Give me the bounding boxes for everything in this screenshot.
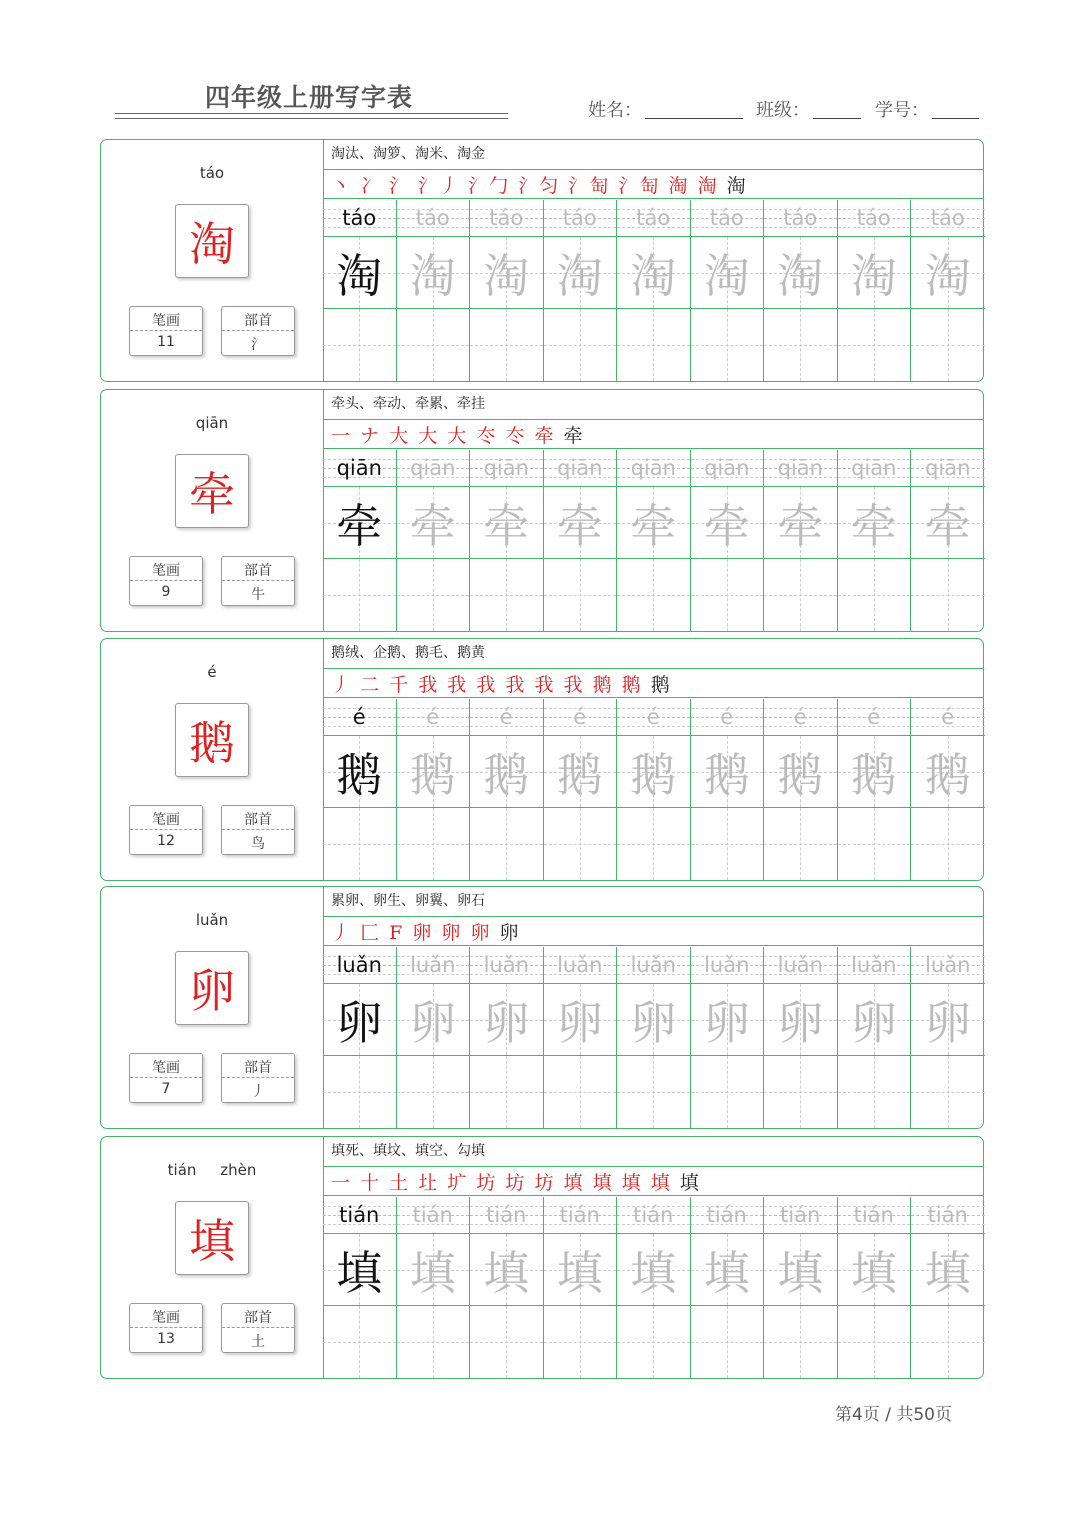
trace-character-cell: 鹅	[617, 735, 690, 808]
trace-character-cell: 卵	[617, 983, 690, 1056]
pinyin-cell: é	[691, 699, 764, 735]
main-character: 牵	[175, 454, 249, 528]
pinyin-cell: tián	[397, 1197, 470, 1233]
practice-column	[691, 1197, 765, 1378]
practice-column	[764, 1197, 838, 1378]
practice-grid	[323, 947, 985, 1130]
stroke-step: 填	[621, 1172, 643, 1194]
trace-character-cell: 卵	[323, 983, 396, 1056]
empty-writing-cell[interactable]	[911, 559, 985, 631]
trace-character-cell: 淘	[397, 236, 470, 309]
practice-column	[617, 200, 691, 381]
trace-character-cell: 牵	[617, 486, 690, 559]
stroke-count-box: 笔画 12	[129, 805, 203, 855]
empty-writing-cell[interactable]	[470, 1056, 543, 1128]
stroke-order	[331, 171, 748, 198]
pinyin-cell: é	[617, 699, 690, 735]
pinyin-cell: luǎn	[911, 947, 985, 983]
trace-character-cell: 牵	[544, 486, 617, 559]
pinyin-cell: é	[911, 699, 985, 735]
stroke-step: 氵匀	[518, 175, 561, 197]
trace-character-cell: 卵	[838, 983, 911, 1056]
pinyin-cell: luǎn	[691, 947, 764, 983]
stroke-step: 氵丿	[418, 175, 461, 197]
pinyin-cell: táo	[617, 200, 690, 236]
empty-writing-cell[interactable]	[617, 309, 690, 381]
practice-column	[911, 699, 985, 880]
pinyin-cell: táo	[397, 200, 470, 236]
pinyin-cell: é	[470, 699, 543, 735]
stroke-step: 我	[563, 674, 585, 696]
practice-column	[544, 450, 618, 631]
practice-column	[617, 450, 691, 631]
practice-column	[838, 947, 912, 1128]
stroke-count-box: 笔画 9	[129, 556, 203, 606]
practice-column	[691, 200, 765, 381]
trace-character-cell: 淘	[544, 236, 617, 309]
stroke-order	[331, 421, 585, 448]
radical-box: 部首 丿	[221, 1053, 295, 1103]
pinyin-cell: luǎn	[323, 947, 396, 983]
pinyin-cell: tián	[323, 1197, 396, 1233]
pinyin-cell: táo	[764, 200, 837, 236]
empty-writing-cell[interactable]	[911, 808, 985, 880]
trace-character-cell: 填	[764, 1233, 837, 1306]
trace-character-cell: 淘	[911, 236, 985, 309]
empty-writing-cell[interactable]	[544, 808, 617, 880]
stroke-step: 坊	[505, 1172, 527, 1194]
trace-character-cell: 卵	[691, 983, 764, 1056]
practice-column	[397, 450, 471, 631]
stroke-count-box: 笔画 11	[129, 306, 203, 356]
main-character: 鹅	[175, 703, 249, 777]
name-label: 姓名：	[588, 100, 642, 121]
practice-column	[544, 1197, 618, 1378]
stroke-step: 大	[389, 425, 411, 447]
name-field[interactable]	[588, 96, 642, 122]
stroke-step: 我	[418, 674, 440, 696]
stroke-step: 我	[447, 674, 469, 696]
empty-writing-cell[interactable]	[397, 808, 470, 880]
empty-writing-cell[interactable]	[397, 1306, 470, 1378]
trace-character-cell: 鹅	[323, 735, 396, 808]
empty-writing-cell[interactable]	[470, 559, 543, 631]
trace-character-cell: 卵	[544, 983, 617, 1056]
trace-character-cell: 牵	[764, 486, 837, 559]
stroke-step: 千	[389, 674, 411, 696]
stroke-step: 卵	[441, 922, 463, 944]
pinyin-cell: tián	[764, 1197, 837, 1233]
practice-column	[323, 200, 397, 381]
character-block	[100, 389, 984, 632]
trace-character-cell: 卵	[911, 983, 985, 1056]
empty-writing-cell[interactable]	[911, 1306, 985, 1378]
empty-writing-cell[interactable]	[323, 309, 396, 381]
empty-writing-cell[interactable]	[323, 808, 396, 880]
stroke-step: 大	[447, 425, 469, 447]
radical-box: 部首 氵	[221, 306, 295, 356]
pinyin-top: luǎn	[195, 911, 229, 929]
main-character: 填	[175, 1201, 249, 1275]
stroke-step: 淘	[726, 175, 748, 197]
example-words: 淘汰、淘箩、淘米、淘金	[331, 146, 485, 162]
stroke-step: 填	[679, 1172, 701, 1194]
trace-character-cell: 填	[617, 1233, 690, 1306]
pinyin-top: é	[207, 663, 217, 681]
empty-writing-cell[interactable]	[544, 1056, 617, 1128]
trace-character-cell: 填	[838, 1233, 911, 1306]
empty-writing-cell[interactable]	[838, 808, 911, 880]
trace-character-cell: 鹅	[764, 735, 837, 808]
stroke-step: 鹅	[592, 674, 614, 696]
practice-column	[838, 200, 912, 381]
id-label: 学号：	[875, 100, 929, 121]
pinyin-cell: tián	[470, 1197, 543, 1233]
stroke-step: 冭	[505, 425, 527, 447]
stroke-step: 丶	[331, 175, 353, 197]
empty-writing-cell[interactable]	[397, 559, 470, 631]
stroke-step: 填	[563, 1172, 585, 1194]
pinyin-cell: luǎn	[838, 947, 911, 983]
character-card	[101, 390, 324, 631]
stroke-step: F	[389, 922, 405, 944]
empty-writing-cell[interactable]	[544, 1306, 617, 1378]
stroke-step: 鹅	[621, 674, 643, 696]
trace-character-cell: 淘	[838, 236, 911, 309]
practice-column	[838, 450, 912, 631]
radical-box: 部首 土	[221, 1303, 295, 1353]
empty-writing-cell[interactable]	[323, 559, 396, 631]
trace-character-cell: 淘	[470, 236, 543, 309]
pinyin-top: qiān	[195, 414, 229, 432]
empty-writing-cell[interactable]	[397, 1056, 470, 1128]
trace-character-cell: 填	[323, 1233, 396, 1306]
stroke-step: 我	[476, 674, 498, 696]
pinyin-cell: luǎn	[617, 947, 690, 983]
practice-column	[323, 947, 397, 1128]
stroke-step: 冫	[360, 175, 382, 197]
stroke-step: 氵匋	[568, 175, 611, 197]
stroke-step: 填	[650, 1172, 672, 1194]
pinyin-cell: luǎn	[544, 947, 617, 983]
pinyin-cell: tián	[544, 1197, 617, 1233]
pinyin-cell: qiān	[911, 450, 985, 486]
trace-character-cell: 卵	[470, 983, 543, 1056]
stroke-step: 卵	[470, 922, 492, 944]
empty-writing-cell[interactable]	[544, 309, 617, 381]
trace-character-cell: 淘	[323, 236, 396, 309]
stroke-step: 淘	[697, 175, 719, 197]
practice-column	[323, 450, 397, 631]
character-card	[101, 887, 324, 1128]
trace-character-cell: 填	[397, 1233, 470, 1306]
practice-column	[470, 200, 544, 381]
practice-column	[764, 947, 838, 1128]
pinyin-cell: luǎn	[764, 947, 837, 983]
pinyin-cell: qiān	[838, 450, 911, 486]
trace-character-cell: 鹅	[544, 735, 617, 808]
class-field[interactable]	[756, 96, 810, 122]
pinyin-cell: tián	[911, 1197, 985, 1233]
stroke-count-box: 笔画 7	[129, 1053, 203, 1103]
practice-column	[911, 947, 985, 1128]
character-block	[100, 886, 984, 1129]
trace-character-cell: 填	[911, 1233, 985, 1306]
practice-column	[617, 1197, 691, 1378]
trace-character-cell: 鹅	[397, 735, 470, 808]
empty-writing-cell[interactable]	[617, 1056, 690, 1128]
pinyin-cell: qiān	[470, 450, 543, 486]
stroke-count-box: 笔画 13	[129, 1303, 203, 1353]
pinyin-cell: tián	[691, 1197, 764, 1233]
practice-column	[911, 450, 985, 631]
stroke-order	[331, 1168, 701, 1195]
empty-writing-cell[interactable]	[397, 309, 470, 381]
stroke-order	[331, 918, 521, 945]
pinyin-cell: táo	[911, 200, 985, 236]
practice-column	[544, 947, 618, 1128]
stroke-step: 鹅	[650, 674, 672, 696]
pinyin-cell: qiān	[617, 450, 690, 486]
practice-column	[911, 200, 985, 381]
practice-column	[617, 699, 691, 880]
stroke-step: 坊	[476, 1172, 498, 1194]
empty-writing-cell[interactable]	[764, 808, 837, 880]
stroke-step: 冭	[476, 425, 498, 447]
empty-writing-cell[interactable]	[617, 1306, 690, 1378]
pinyin-top: tián zhèn	[167, 1161, 257, 1179]
example-words: 累卵、卵生、卵翼、卵石	[331, 893, 485, 909]
practice-column	[323, 699, 397, 880]
stroke-step: 卵	[499, 922, 521, 944]
empty-writing-cell[interactable]	[691, 309, 764, 381]
empty-writing-cell[interactable]	[691, 808, 764, 880]
empty-writing-cell[interactable]	[691, 1306, 764, 1378]
page-title: 四年级上册写字表	[205, 83, 414, 112]
empty-writing-cell[interactable]	[911, 309, 985, 381]
character-card	[101, 140, 324, 381]
practice-column	[470, 450, 544, 631]
practice-column	[911, 1197, 985, 1378]
practice-column	[323, 1197, 397, 1378]
empty-writing-cell[interactable]	[911, 1056, 985, 1128]
trace-character-cell: 鹅	[911, 735, 985, 808]
pinyin-cell: tián	[617, 1197, 690, 1233]
trace-character-cell: 牵	[838, 486, 911, 559]
stroke-step: 氵匋	[618, 175, 661, 197]
stroke-step: 氵	[389, 175, 411, 197]
trace-character-cell: 填	[470, 1233, 543, 1306]
empty-writing-cell[interactable]	[838, 559, 911, 631]
pinyin-cell: táo	[838, 200, 911, 236]
empty-writing-cell[interactable]	[764, 559, 837, 631]
practice-column	[397, 699, 471, 880]
empty-writing-cell[interactable]	[691, 1056, 764, 1128]
trace-character-cell: 鹅	[838, 735, 911, 808]
stroke-step: 牵	[534, 425, 556, 447]
empty-writing-cell[interactable]	[470, 808, 543, 880]
trace-character-cell: 淘	[617, 236, 690, 309]
trace-character-cell: 牵	[323, 486, 396, 559]
empty-writing-cell[interactable]	[764, 309, 837, 381]
practice-column	[691, 699, 765, 880]
practice-grid	[323, 699, 985, 882]
page-number: 第4页 / 共50页	[835, 1405, 952, 1425]
practice-column	[691, 450, 765, 631]
pinyin-cell: é	[397, 699, 470, 735]
empty-writing-cell[interactable]	[617, 808, 690, 880]
main-character: 淘	[175, 204, 249, 278]
practice-column	[764, 450, 838, 631]
trace-character-cell: 鹅	[691, 735, 764, 808]
practice-column	[764, 200, 838, 381]
practice-column	[691, 947, 765, 1128]
title-underline	[115, 113, 508, 114]
stroke-step: 十	[360, 1172, 382, 1194]
trace-character-cell: 卵	[764, 983, 837, 1056]
practice-grid	[323, 200, 985, 383]
stroke-step: 二	[360, 674, 382, 696]
pinyin-cell: qiān	[323, 450, 396, 486]
character-card	[101, 1137, 324, 1378]
example-words: 填死、填坟、填空、勾填	[331, 1143, 485, 1159]
pinyin-cell: táo	[691, 200, 764, 236]
title-underline	[115, 118, 508, 119]
empty-writing-cell[interactable]	[691, 559, 764, 631]
stroke-step: 大	[418, 425, 440, 447]
practice-column	[470, 947, 544, 1128]
empty-writing-cell[interactable]	[470, 309, 543, 381]
pinyin-cell: táo	[323, 200, 396, 236]
pinyin-cell: qiān	[397, 450, 470, 486]
empty-writing-cell[interactable]	[838, 1306, 911, 1378]
empty-writing-cell[interactable]	[838, 1056, 911, 1128]
stroke-step: 牵	[563, 425, 585, 447]
pinyin-cell: táo	[544, 200, 617, 236]
practice-column	[838, 1197, 912, 1378]
practice-column	[470, 1197, 544, 1378]
character-block	[100, 638, 984, 881]
character-block	[100, 1136, 984, 1379]
radical-box: 部首 鸟	[221, 805, 295, 855]
stroke-step: 坊	[534, 1172, 556, 1194]
stroke-step: 卵	[412, 922, 434, 944]
stroke-step: 我	[505, 674, 527, 696]
stroke-step: 一	[331, 1172, 353, 1194]
pinyin-cell: é	[838, 699, 911, 735]
example-words: 鹅绒、企鹅、鹅毛、鹅黄	[331, 645, 485, 661]
pinyin-cell: qiān	[764, 450, 837, 486]
stroke-step: 匚	[360, 922, 382, 944]
trace-character-cell: 填	[544, 1233, 617, 1306]
id-field[interactable]	[875, 96, 929, 122]
character-block	[100, 139, 984, 382]
stroke-step: 丿	[331, 674, 353, 696]
empty-writing-cell[interactable]	[764, 1056, 837, 1128]
stroke-step: 填	[592, 1172, 614, 1194]
pinyin-cell: tián	[838, 1197, 911, 1233]
stroke-step: ナ	[360, 425, 382, 447]
trace-character-cell: 牵	[470, 486, 543, 559]
stroke-step: 土	[389, 1172, 411, 1194]
character-card	[101, 639, 324, 880]
empty-writing-cell[interactable]	[470, 1306, 543, 1378]
stroke-step: 我	[534, 674, 556, 696]
practice-grid	[323, 1197, 985, 1380]
trace-character-cell: 卵	[397, 983, 470, 1056]
radical-box: 部首 牛	[221, 556, 295, 606]
pinyin-cell: luǎn	[470, 947, 543, 983]
practice-column	[544, 200, 618, 381]
trace-character-cell: 牵	[397, 486, 470, 559]
practice-column	[470, 699, 544, 880]
practice-column	[397, 947, 471, 1128]
stroke-step: 圹	[447, 1172, 469, 1194]
empty-writing-cell[interactable]	[617, 559, 690, 631]
trace-character-cell: 填	[691, 1233, 764, 1306]
empty-writing-cell[interactable]	[323, 1056, 396, 1128]
stroke-step: 丿	[331, 922, 353, 944]
pinyin-cell: é	[544, 699, 617, 735]
pinyin-cell: qiān	[544, 450, 617, 486]
practice-column	[838, 699, 912, 880]
class-label: 班级：	[756, 100, 810, 121]
trace-character-cell: 淘	[764, 236, 837, 309]
practice-column	[397, 200, 471, 381]
practice-column	[544, 699, 618, 880]
stroke-order	[331, 670, 672, 697]
trace-character-cell: 鹅	[470, 735, 543, 808]
stroke-step: 一	[331, 425, 353, 447]
practice-column	[397, 1197, 471, 1378]
pinyin-cell: táo	[470, 200, 543, 236]
empty-writing-cell[interactable]	[838, 309, 911, 381]
pinyin-cell: qiān	[691, 450, 764, 486]
pinyin-cell: é	[323, 699, 396, 735]
stroke-step: 氵勹	[468, 175, 511, 197]
empty-writing-cell[interactable]	[323, 1306, 396, 1378]
example-words: 牵头、牵动、牵累、牵挂	[331, 396, 485, 412]
empty-writing-cell[interactable]	[544, 559, 617, 631]
stroke-step: 淘	[668, 175, 690, 197]
main-character: 卵	[175, 951, 249, 1025]
trace-character-cell: 牵	[691, 486, 764, 559]
stroke-step: 圵	[418, 1172, 440, 1194]
pinyin-top: táo	[199, 164, 225, 182]
empty-writing-cell[interactable]	[764, 1306, 837, 1378]
practice-grid	[323, 450, 985, 633]
pinyin-cell: é	[764, 699, 837, 735]
pinyin-cell: luǎn	[397, 947, 470, 983]
trace-character-cell: 淘	[691, 236, 764, 309]
trace-character-cell: 牵	[911, 486, 985, 559]
practice-column	[764, 699, 838, 880]
practice-column	[617, 947, 691, 1128]
